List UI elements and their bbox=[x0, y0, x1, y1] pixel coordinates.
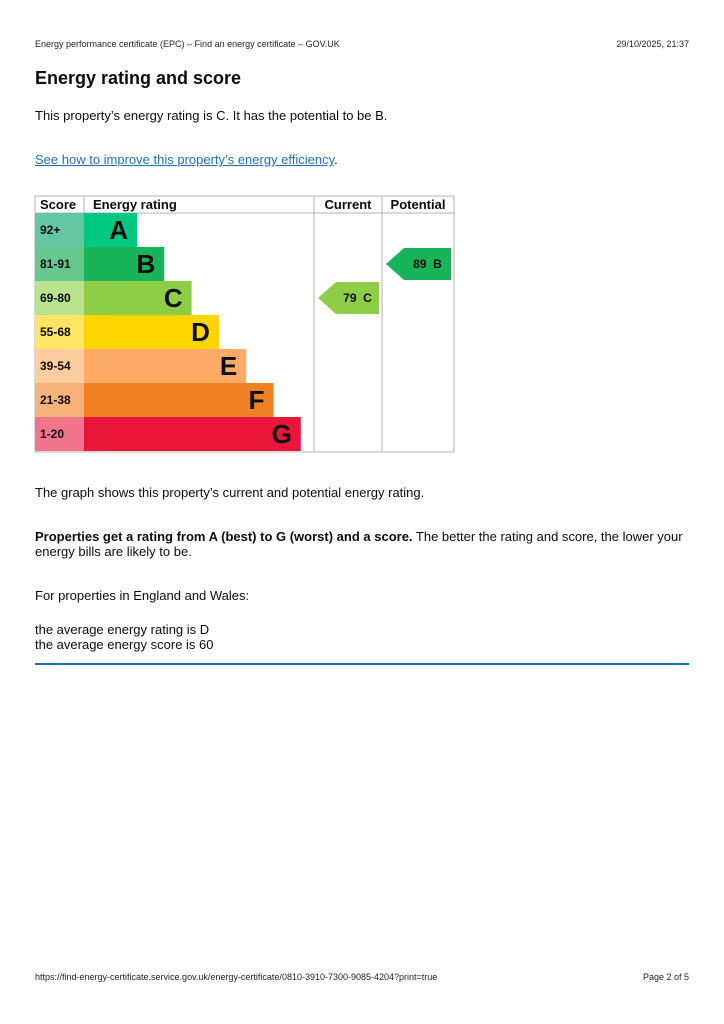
improve-efficiency-link[interactable]: See how to improve this property’s energy efficiency bbox=[35, 152, 335, 167]
section-divider bbox=[35, 663, 689, 665]
link-suffix: . bbox=[334, 152, 338, 167]
print-header-datetime: 29/10/2025, 21:37 bbox=[616, 39, 689, 49]
improve-link-paragraph bbox=[35, 152, 338, 167]
score-label-a: 92+ bbox=[40, 223, 61, 237]
average-rating: the average energy rating is D bbox=[35, 622, 210, 637]
header-current: Current bbox=[324, 197, 372, 212]
print-footer-page: Page 2 of 5 bbox=[642, 972, 689, 982]
rating-bar-g bbox=[84, 417, 301, 451]
epc-chart-svg bbox=[34, 195, 455, 453]
rating-letter-g: G bbox=[271, 419, 292, 449]
score-label-d: 55-68 bbox=[40, 325, 71, 339]
score-label-g: 1-20 bbox=[40, 427, 65, 441]
current-rating-arrow-label: 79 C bbox=[343, 291, 372, 305]
print-header-title: Energy performance certificate (EPC) – Find an energy certificate – GOV.UK bbox=[35, 39, 340, 49]
rating-letter-f: F bbox=[248, 385, 265, 415]
graph-description: The graph shows this property’s current and potential energy rating. bbox=[35, 485, 425, 500]
score-label-b: 81-91 bbox=[40, 257, 71, 271]
rating-letter-e: E bbox=[219, 351, 238, 381]
print-footer-url: https://find-energy-certificate.service.gov.uk/energy-certificate/0810-3910-7300-9085-4204?print=true bbox=[35, 972, 438, 982]
score-label-c: 69-80 bbox=[40, 291, 71, 305]
rating-letter-b: B bbox=[136, 249, 156, 279]
england-wales-heading: For properties in England and Wales: bbox=[35, 588, 250, 603]
rating-intro: This property’s energy rating is C. It has the potential to be B. bbox=[35, 108, 388, 123]
header-score: Score bbox=[40, 197, 77, 212]
average-score: the average energy score is 60 bbox=[35, 637, 214, 652]
potential-rating-arrow-label: 89 B bbox=[413, 257, 442, 271]
rating-bar-f bbox=[84, 383, 274, 417]
rating-explanation-bold: Properties get a rating from A (best) to G (worst) and a score. bbox=[35, 529, 413, 544]
rating-letter-a: A bbox=[109, 215, 128, 245]
score-label-e: 39-54 bbox=[40, 359, 71, 373]
score-label-f: 21-38 bbox=[40, 393, 71, 407]
header-energy-rating: Energy rating bbox=[93, 197, 177, 212]
averages bbox=[35, 622, 214, 652]
rating-letter-c: C bbox=[163, 283, 183, 313]
rating-explanation-rest: The better the rating and score, the lower your energy bills are likely to be. bbox=[35, 529, 683, 559]
epc-rating-chart bbox=[34, 195, 455, 453]
rating-letter-d: D bbox=[191, 317, 210, 347]
rating-explanation bbox=[35, 529, 690, 559]
header-potential: Potential bbox=[390, 197, 446, 212]
section-title: Energy rating and score bbox=[35, 68, 242, 88]
